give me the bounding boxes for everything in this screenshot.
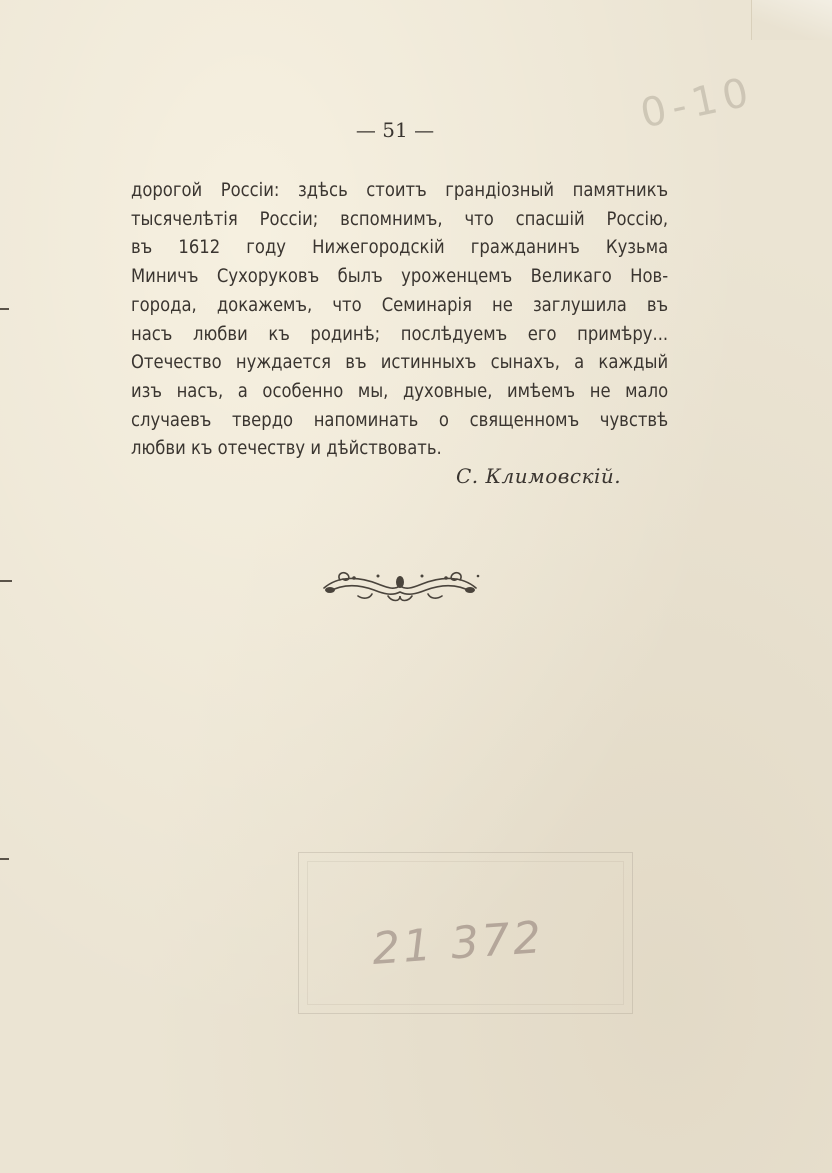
pencil-annotation: 0-10 bbox=[636, 68, 759, 138]
text-line: въ 1612 году Нижегородскій гражданинъ Кузьма bbox=[131, 236, 669, 259]
text-line: дорогой Россіи: здѣсь стоитъ грандіозный памятникъ bbox=[131, 179, 669, 201]
text-line: изъ насъ, а особенно мы, духовные, имѣемъ не мало bbox=[131, 379, 669, 402]
margin-mark bbox=[0, 858, 9, 860]
text-line: любви къ отечеству и дѣйствовать. bbox=[131, 437, 442, 460]
text-line: тысячелѣтія Россіи; вспомнимъ, что спасшій Россію, bbox=[131, 207, 669, 230]
stamp-inventory-number: 21 372 bbox=[370, 912, 546, 975]
ornament-icon bbox=[318, 566, 482, 604]
page-corner-fold bbox=[751, 0, 832, 40]
margin-mark bbox=[0, 580, 12, 582]
text-line: Отечество нуждается въ истинныхъ сынахъ, а каждый bbox=[131, 351, 669, 374]
text-line: Миничъ Сухоруковъ былъ уроженцемъ Великаго Нов- bbox=[131, 265, 669, 288]
margin-mark bbox=[0, 308, 9, 310]
body-paragraph bbox=[131, 176, 669, 463]
text-line: города, докажемъ, что Семинарія не заглушила въ bbox=[131, 293, 669, 316]
text-line: насъ любви къ родинѣ; послѣдуемъ его примѣру... bbox=[131, 322, 669, 345]
author-signature: С. Климовскій. bbox=[456, 464, 622, 488]
text-line: случаевъ твердо напоминать о священномъ чувствѣ bbox=[131, 408, 669, 431]
page-number: — 51 — bbox=[355, 118, 435, 142]
